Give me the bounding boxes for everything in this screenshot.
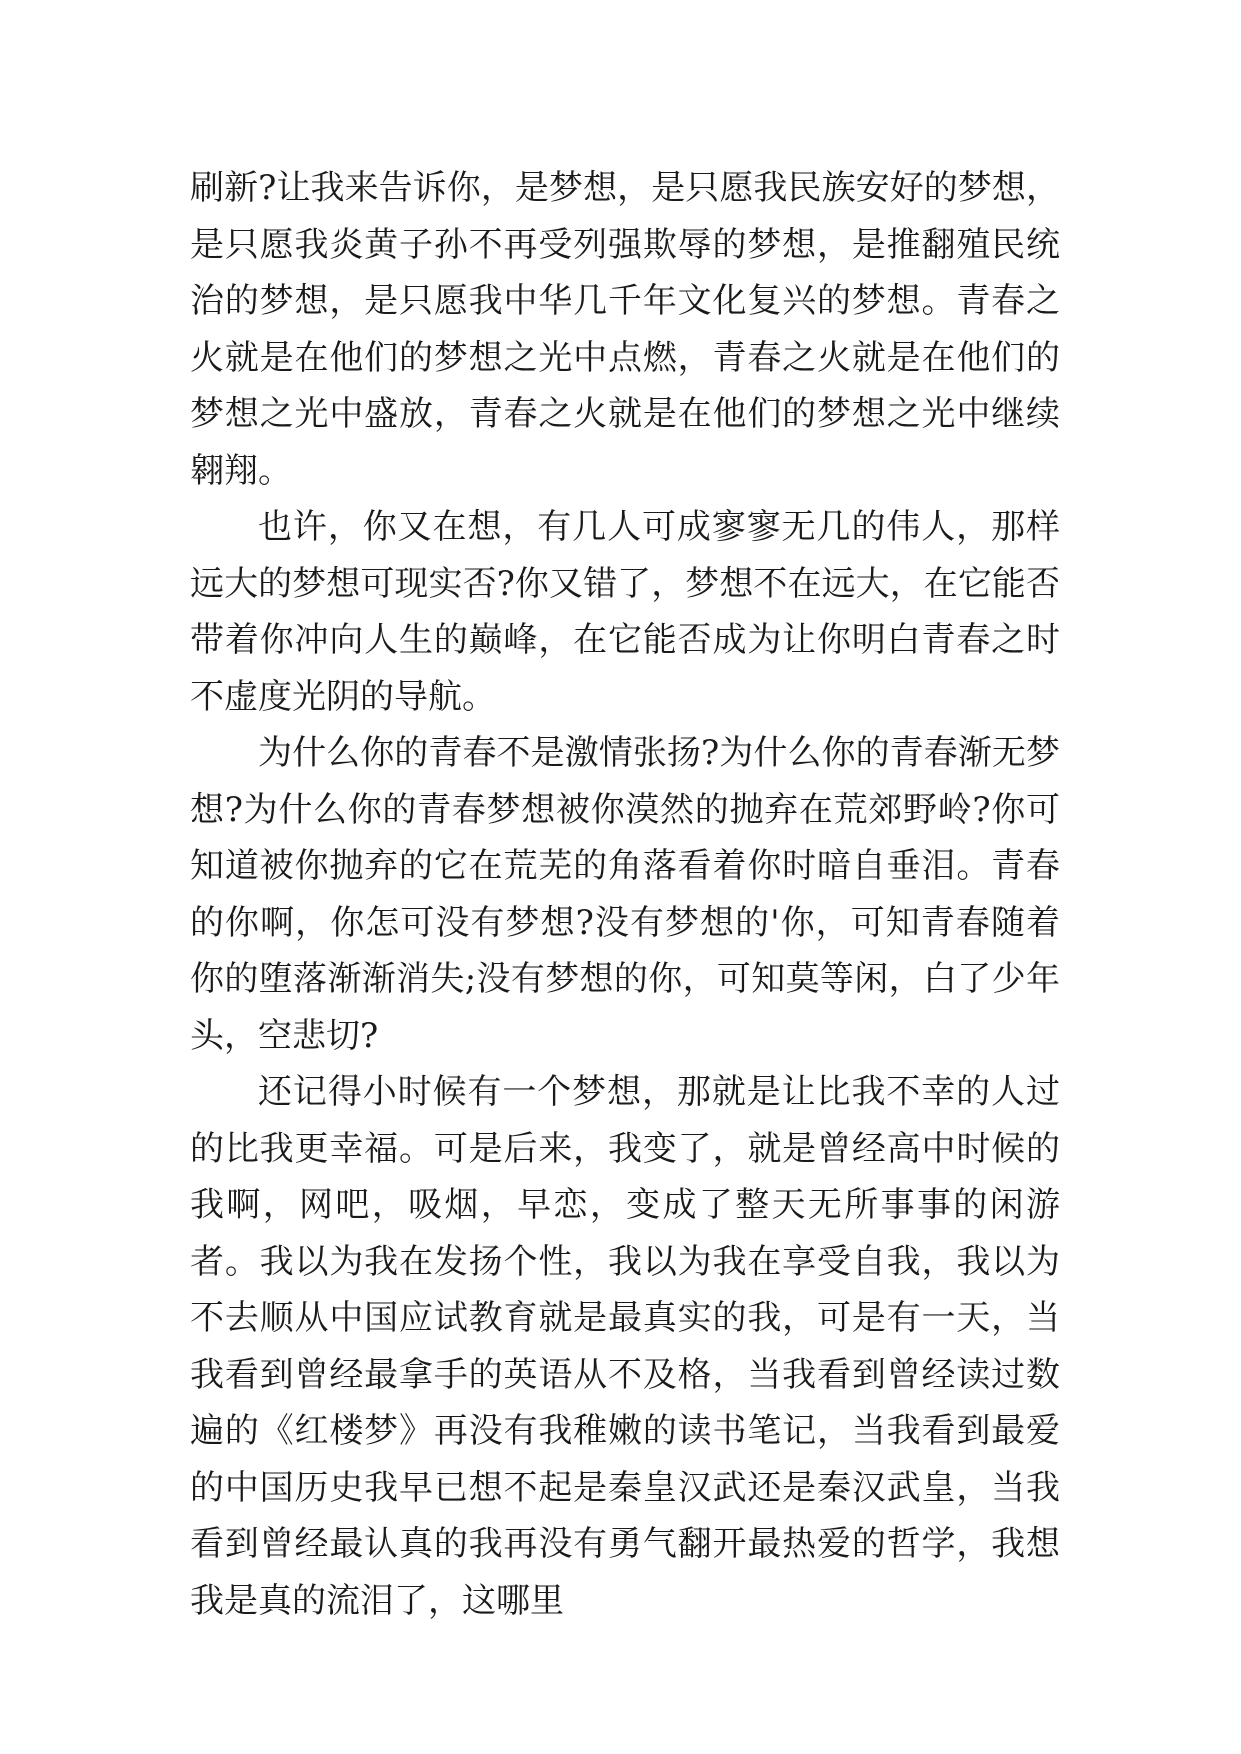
paragraph-1: 刷新?让我来告诉你，是梦想，是只愿我民族安好的梦想，是只愿我炎黄子孙不再受列强欺辱的梦想，是推翻殖民统治的梦想，是只愿我中华几千年文化复兴的梦想。青春之火就是在他们的梦想之光中点燃，青春之火就是在他们的梦想之光中盛放，青春之火就是在他们的梦想之光中继续翱翔。 — [190, 168, 1060, 491]
paragraph-4: 还记得小时候有一个梦想，那就是让比我不幸的人过的比我更幸福。可是后来，我变了，就是曾经高中时候的我啊，网吧，吸烟，早恋，变成了整天无所事事的闲游者。我以为我在发扬个性，我以为我在享受自我，我以为不去顺从中国应试教育就是最真实的我，可是有一天，当我看到曾经最拿手的英语从不及格，当我看到曾经读过数遍的《红楼梦》再没有我稚嫩的读书笔记，当我看到最爱的中国历史我早已想不起是秦皇汉武还是秦汉武皇，当我看到曾经最认真的我再没有勇气翻开最热爱的哲学，我想我是真的流泪了，这哪里 — [190, 1072, 1060, 1621]
paragraph-3: 为什么你的青春不是激情张扬?为什么你的青春渐无梦想?为什么你的青春梦想被你漠然的抛弃在荒郊野岭?你可知道被你抛弃的它在荒芜的角落看着你时暗自垂泪。青春的你啊，你怎可没有梦想?没有梦想的'你，可知青春随着你的堕落渐渐消失;没有梦想的你，可知莫等闲，白了少年头，空悲切? — [190, 733, 1060, 1056]
document-body — [190, 160, 1060, 1629]
paragraph-2: 也许，你又在想，有几人可成寥寥无几的伟人，那样远大的梦想可现实否?你又错了，梦想不在远大，在它能否带着你冲向人生的巅峰，在它能否成为让你明白青春之时不虚度光阴的导航。 — [190, 507, 1060, 717]
